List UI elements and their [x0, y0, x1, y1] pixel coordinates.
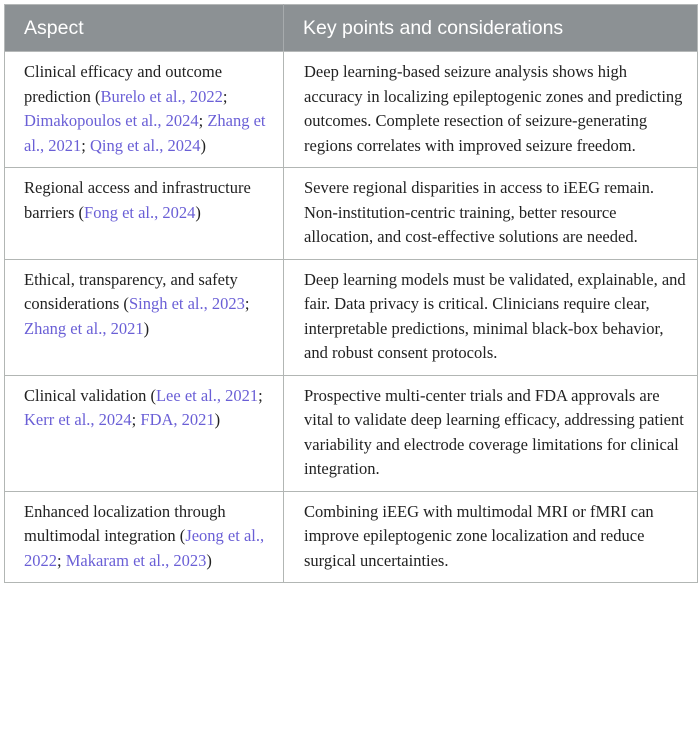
citation-separator: ;	[57, 550, 66, 570]
header-row	[5, 5, 698, 52]
citation-separator: ;	[131, 410, 141, 429]
key-points-cell	[284, 259, 698, 375]
citation-link[interactable]: Makaram et al., 2023	[65, 550, 207, 570]
aspect-cell	[5, 491, 284, 583]
header-key-points: Key points and considerations	[284, 5, 698, 52]
key-points-text: Deep learning models must be validated, explainable, and fair. Data privacy is critical. Clinicians require clear, interpretable predictions, minimal black-box behavior, and robust consent protocols.	[304, 269, 686, 362]
table-row	[5, 491, 698, 583]
key-points-cell	[284, 168, 698, 260]
table-body	[5, 52, 698, 583]
key-points-text: Combining iEEG with multimodal MRI or fMRI can improve epileptogenic zone localization and reduce surgical uncertainties.	[304, 501, 654, 570]
citation-separator: )	[195, 202, 201, 222]
aspect-cell	[5, 52, 284, 168]
table-header	[5, 5, 698, 52]
aspect-cell	[5, 259, 284, 375]
citation-separator: ;	[81, 135, 91, 155]
citation-separator: )	[143, 318, 150, 338]
citation-link[interactable]: Zhang et al., 2021	[24, 111, 266, 155]
aspect-label: Clinical validation (	[24, 385, 156, 405]
citation-separator: ;	[258, 385, 263, 405]
citation-link[interactable]: Lee et al., 2021	[155, 385, 259, 405]
table-row	[5, 259, 698, 375]
citation-separator: ;	[244, 294, 250, 313]
citation-link[interactable]: FDA, 2021	[140, 410, 215, 429]
citation-link[interactable]: Zhang et al., 2021	[24, 318, 144, 338]
citation-link[interactable]: Kerr et al., 2024	[24, 410, 132, 429]
key-points-cell	[284, 52, 698, 168]
key-points-text: Severe regional disparities in access to iEEG remain. Non-institution-centric training, better resource allocation, and cost-effective solutions are needed.	[304, 178, 655, 246]
aspect-label: Regional access and infrastructure barriers (	[24, 178, 251, 222]
citation-link[interactable]: Dimakopoulos et al., 2024	[24, 111, 199, 130]
aspect-cell	[5, 168, 284, 260]
citation-link[interactable]: Qing et al., 2024	[90, 135, 201, 155]
aspect-cell	[5, 375, 284, 491]
citation-separator: )	[200, 135, 206, 155]
header-aspect: Aspect	[5, 5, 284, 52]
key-points-cell	[284, 375, 698, 491]
table-row	[5, 52, 698, 168]
key-points-text: Deep learning-based seizure analysis shows high accuracy in localizing epileptogenic zones and predicting outcomes. Complete resection of seizure-generating regions correlates with improved seizure freedom.	[304, 62, 683, 155]
citation-link[interactable]: Jeong et al., 2022	[24, 526, 265, 570]
aspect-label: Enhanced localization through multimodal integration (	[24, 501, 226, 545]
citation-separator: ;	[222, 86, 228, 106]
citation-link[interactable]: Singh et al., 2023	[128, 294, 245, 313]
citation-link[interactable]: Burelo et al., 2022	[100, 86, 223, 106]
citation-separator: )	[206, 550, 212, 570]
citation-separator: )	[214, 410, 221, 429]
aspects-table	[4, 4, 698, 583]
aspect-label: Ethical, transparency, and safety considerations (	[24, 269, 238, 313]
aspect-label: Clinical efficacy and outcome prediction (	[24, 62, 223, 106]
citation-separator: ;	[198, 111, 208, 130]
table-row	[5, 168, 698, 260]
key-points-text: Prospective multi-center trials and FDA approvals are vital to validate deep learning efficacy, addressing patient variability and electrode coverage limitations for clinical integration.	[304, 385, 684, 478]
key-points-cell	[284, 491, 698, 583]
table-row	[5, 375, 698, 491]
citation-link[interactable]: Fong et al., 2024	[84, 202, 196, 222]
